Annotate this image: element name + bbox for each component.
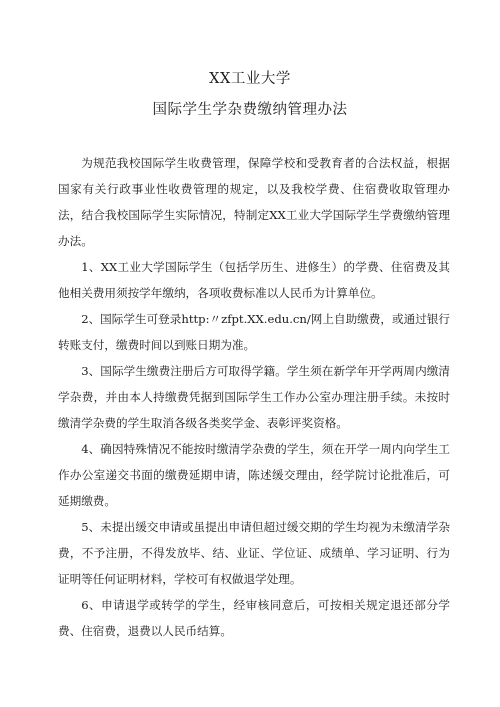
school-name: XX工业大学 [209, 71, 291, 87]
paragraph-3: 3、国际学生缴费注册后方可取得学籍。学生须在新学年开学两周内缴清学杂费，并由本人持缴费凭据到国际学生工作办公室办理注册手续。未按时缴清学杂费的学生取消各级各类奖学金、表彰评奖资格。 [58, 364, 450, 430]
paragraph-intro: 为规范我校国际学生收费管理，保障学校和受教育者的合法权益，根据国家有关行政事业性收费管理的规定，以及我校学费、住宿费收取管理办法，结合我校国际学生实际情况，特制定XX工业大学国际学生学费缴纳管理办法。 [58, 156, 450, 248]
paragraph-2: 2、国际学生可登录http:〃zfpt.XX.edu.cn/网上自助缴费，或通过银行转账支付，缴费时间以到账日期为准。 [58, 312, 450, 352]
paragraph-4: 4、确因特殊情况不能按时缴清学杂费的学生，须在开学一周内向学生工作办公室递交书面的缴费延期申请，陈述缓交理由，经学院讨论批准后，可延期缴费。 [58, 442, 450, 508]
paragraph-5: 5、未提出缓交申请或虽提出申请但超过缓交期的学生均视为未缴清学杂费，不予注册，不得发放毕、结、业证、学位证、成绩单、学习证明、行为证明等任何证明材料，学校可有权做退学处理。 [58, 520, 450, 586]
document-title: 国际学生学杂费缴纳管理办法 [152, 102, 348, 118]
document-body [58, 150, 450, 644]
paragraph-6: 6、申请退学或转学的学生，经审核同意后，可按相关规定退还部分学费、住宿费，退费以人民币结算。 [58, 598, 450, 638]
paragraph-1: 1、XX工业大学国际学生（包括学历生、进修生）的学费、住宿费及其他相关费用须按学年缴纳，各项收费标准以人民币为计算单位。 [58, 260, 450, 300]
